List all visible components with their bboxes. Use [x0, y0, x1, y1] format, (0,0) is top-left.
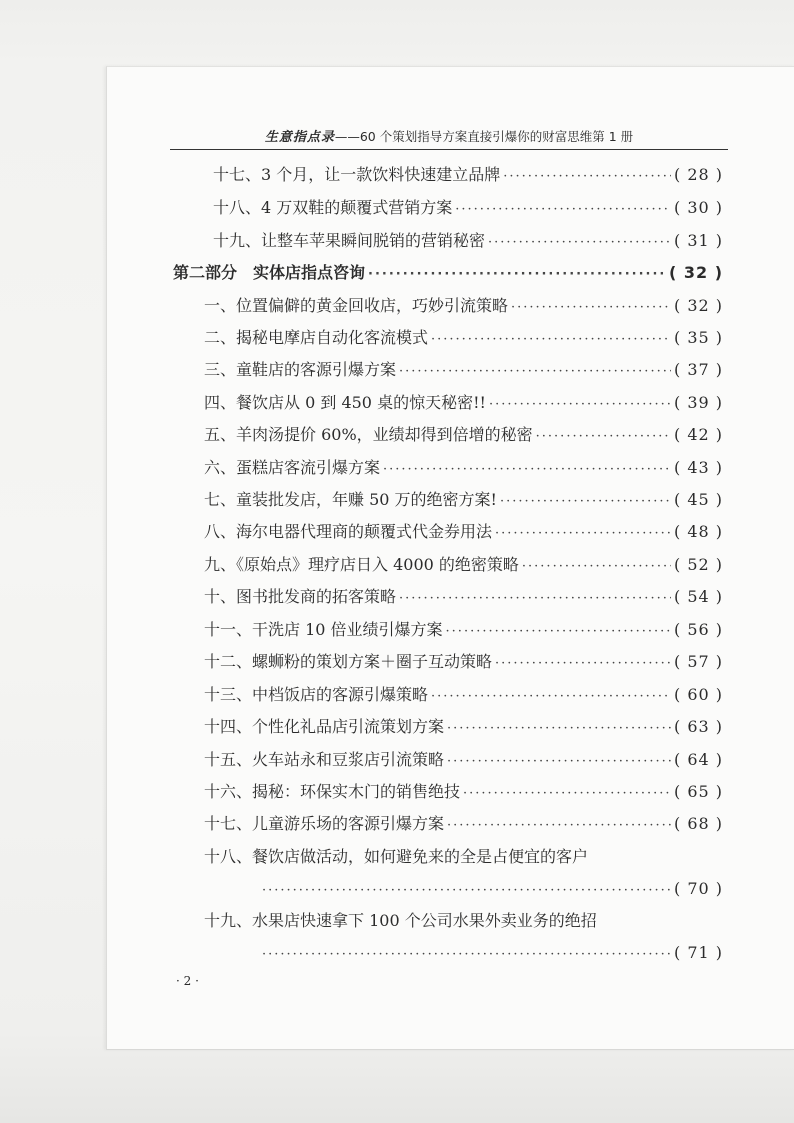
- toc-entry: [204, 326, 723, 350]
- toc-entry-title: 一、位置偏僻的黄金回收店，巧妙引流策略: [204, 296, 509, 315]
- toc-entry: [204, 423, 723, 447]
- toc-entry-page: ( 65 ): [673, 782, 723, 801]
- toc-entry-page: ( 54 ): [673, 587, 723, 606]
- toc-entry: [204, 812, 723, 836]
- toc-part-heading: [173, 261, 723, 285]
- toc-entry: [204, 780, 723, 804]
- toc-entry-title: 十七、儿童游乐场的客源引爆方案: [204, 814, 445, 833]
- toc-entry-page: ( 63 ): [673, 717, 723, 736]
- toc-entry: [204, 488, 723, 512]
- toc-entry-title: 十三、中档饭店的客源引爆策略: [204, 685, 429, 704]
- leader-dots: [446, 620, 671, 644]
- toc-entry-page: ( 68 ): [673, 814, 723, 833]
- toc-entry: [213, 163, 723, 187]
- toc-entry-title: 十九、水果店快速拿下 100 个公司水果外卖业务的绝招: [204, 911, 597, 930]
- leader-dots: [262, 943, 671, 967]
- toc-entry-title: 五、羊肉汤提价 60%，业绩却得到倍增的秘密: [204, 425, 533, 444]
- leader-dots: [455, 198, 671, 222]
- leader-dots: [447, 750, 671, 774]
- toc-entry-page: ( 57 ): [673, 652, 723, 671]
- toc-entry: [204, 520, 723, 544]
- toc-entry: [204, 391, 723, 415]
- toc-entry-page: ( 70 ): [673, 879, 723, 898]
- toc-entry-page: ( 37 ): [673, 360, 723, 379]
- toc-entry-page: ( 35 ): [673, 328, 723, 347]
- toc-entry-title: 三、童鞋店的客源引爆方案: [204, 360, 397, 379]
- toc-entry-title: 十一、干洗店 10 倍业绩引爆方案: [204, 620, 443, 639]
- toc-entry: [204, 748, 723, 772]
- leader-dots: [489, 393, 671, 417]
- leader-dots: [522, 555, 671, 579]
- toc-entry-title: 七、童装批发店，年赚 50 万的绝密方案!: [204, 490, 497, 509]
- toc-entry-title: 十六、揭秘：环保实木门的销售绝技: [204, 782, 461, 801]
- toc-entry-page: ( 52 ): [673, 555, 723, 574]
- toc-entry: [213, 229, 723, 253]
- toc-entry-title: 九、《原始点》理疗店日入 4000 的绝密策略: [204, 555, 519, 574]
- toc-entry: [262, 941, 723, 965]
- toc-entry: [262, 877, 723, 901]
- page-number: · 2 ·: [176, 974, 199, 988]
- toc-entry-page: ( 39 ): [673, 393, 723, 412]
- toc-entry-title: 十五、火车站永和豆浆店引流策略: [204, 750, 445, 769]
- toc-entry: [204, 456, 723, 480]
- toc-entry-page: ( 43 ): [673, 458, 723, 477]
- leader-dots: [463, 782, 671, 806]
- leader-dots: [368, 263, 666, 287]
- toc-entry: [204, 715, 723, 739]
- leader-dots: [447, 717, 671, 741]
- toc-entry: [204, 618, 723, 642]
- toc-entry-page: ( 30 ): [673, 198, 723, 217]
- toc-entry-page: ( 32 ): [668, 263, 723, 282]
- toc-entry-page: ( 45 ): [673, 490, 723, 509]
- toc-entry-page: ( 60 ): [673, 685, 723, 704]
- leader-dots: [447, 814, 671, 838]
- toc-entry-title: 十、图书批发商的拓客策略: [204, 587, 397, 606]
- leader-dots: [431, 328, 671, 352]
- toc-entry-page: ( 42 ): [673, 425, 723, 444]
- toc-entry: [204, 358, 723, 382]
- toc-entry-title: 十四、个性化礼品店引流策划方案: [204, 717, 445, 736]
- leader-dots: [488, 231, 671, 255]
- leader-dots: [500, 490, 671, 514]
- leader-dots: [511, 296, 671, 320]
- leader-dots: [503, 165, 671, 189]
- toc-entry: [204, 585, 723, 609]
- toc-entry-title: 十八、餐饮店做活动，如何避免来的全是占便宜的客户: [204, 847, 589, 866]
- leader-dots: [495, 652, 671, 676]
- toc-entry: [204, 683, 723, 707]
- toc-entry-title: 六、蛋糕店客流引爆方案: [204, 458, 381, 477]
- toc-entry-title: 十八、4 万双鞋的颠覆式营销方案: [213, 198, 453, 217]
- toc-entry-page: ( 32 ): [673, 296, 723, 315]
- toc-entry-title: 十二、螺蛳粉的策划方案＋圈子互动策略: [204, 652, 493, 671]
- leader-dots: [536, 425, 671, 449]
- toc-entry-page: ( 64 ): [673, 750, 723, 769]
- toc-entry: [204, 553, 723, 577]
- leader-dots: [399, 360, 671, 384]
- toc-entry-title: 二、揭秘电摩店自动化客流模式: [204, 328, 429, 347]
- toc-entry: [213, 196, 723, 220]
- toc-entry-page: ( 28 ): [673, 165, 723, 184]
- leader-dots: [431, 685, 671, 709]
- toc-entry-page: ( 71 ): [673, 943, 723, 962]
- toc-entry-title: 四、餐饮店从 0 到 450 桌的惊天秘密!!: [204, 393, 486, 412]
- toc-entry-title: 八、海尔电器代理商的颠覆式代金券用法: [204, 522, 493, 541]
- toc-entry-page: ( 48 ): [673, 522, 723, 541]
- leader-dots: [495, 522, 671, 546]
- toc-entry: [204, 650, 723, 674]
- leader-dots: [383, 458, 671, 482]
- toc-entry-title: 十七、3 个月，让一款饮料快速建立品牌: [213, 165, 501, 184]
- header-brand: 生意指点录: [264, 130, 335, 145]
- toc-part-title: 第二部分 实体店指点咨询: [173, 263, 366, 282]
- toc-entry-page: ( 56 ): [673, 620, 723, 639]
- toc-entry-title: 十九、让整车苹果瞬间脱销的营销秘密: [213, 231, 486, 250]
- leader-dots: [262, 879, 671, 903]
- toc-entry: [204, 294, 723, 318]
- toc-entry-page: ( 31 ): [673, 231, 723, 250]
- header-subtitle: ——60 个策划指导方案直接引爆你的财富思维第 1 册: [334, 129, 634, 144]
- leader-dots: [399, 587, 671, 611]
